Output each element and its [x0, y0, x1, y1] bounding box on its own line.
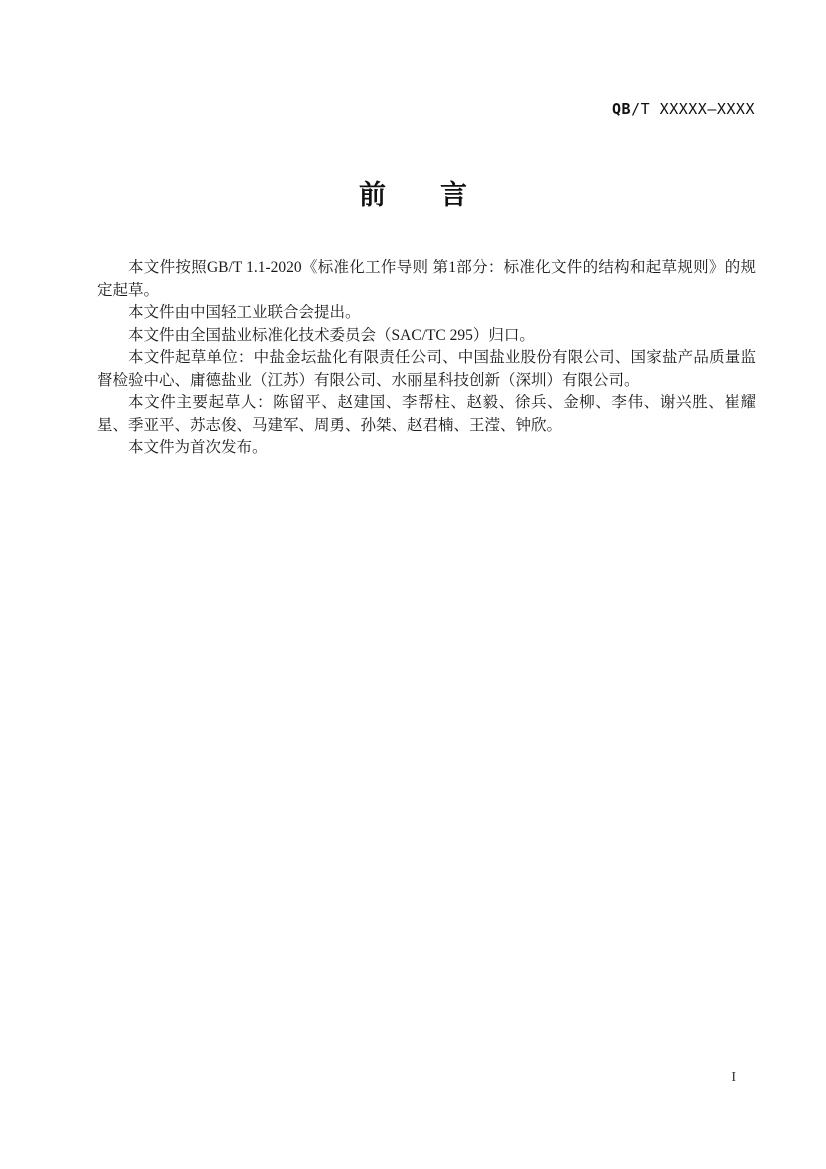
foreword-title: 前 言	[359, 180, 467, 210]
standard-code-prefix: QB	[612, 100, 632, 118]
foreword-content	[97, 257, 756, 460]
foreword-paragraph-proposed-by: 本文件由中国轻工业联合会提出。	[128, 304, 361, 321]
foreword-paragraph-drafting-rules: 本文件按照GB/T 1.1-2020《标准化工作导则 第1部分：标准化文件的结构和起草规则》的规定起草。	[97, 259, 756, 299]
standard-code	[612, 100, 755, 118]
page-number: I	[731, 1070, 736, 1085]
foreword-paragraph-under-jurisdiction: 本文件由全国盐业标准化技术委员会（SAC/TC 295）归口。	[128, 326, 535, 344]
foreword-paragraph-drafting-organizations: 本文件起草单位：中盐金坛盐化有限责任公司、中国盐业股份有限公司、国家盐产品质量监督检验中心、庸德盐业（江苏）有限公司、水丽星科技创新（深圳）有限公司。	[97, 349, 756, 389]
foreword-paragraph-main-drafters: 本文件主要起草人：陈留平、赵建国、李帮柱、赵毅、徐兵、金柳、李伟、谢兴胜、崔耀星、季亚平、苏志俊、马建军、周勇、孙桀、赵君楠、王滢、钟欣。	[97, 394, 756, 434]
standard-code-suffix: /T XXXXX—XXXX	[631, 100, 755, 118]
foreword-paragraph-first-issue: 本文件为首次发布。	[128, 439, 268, 456]
